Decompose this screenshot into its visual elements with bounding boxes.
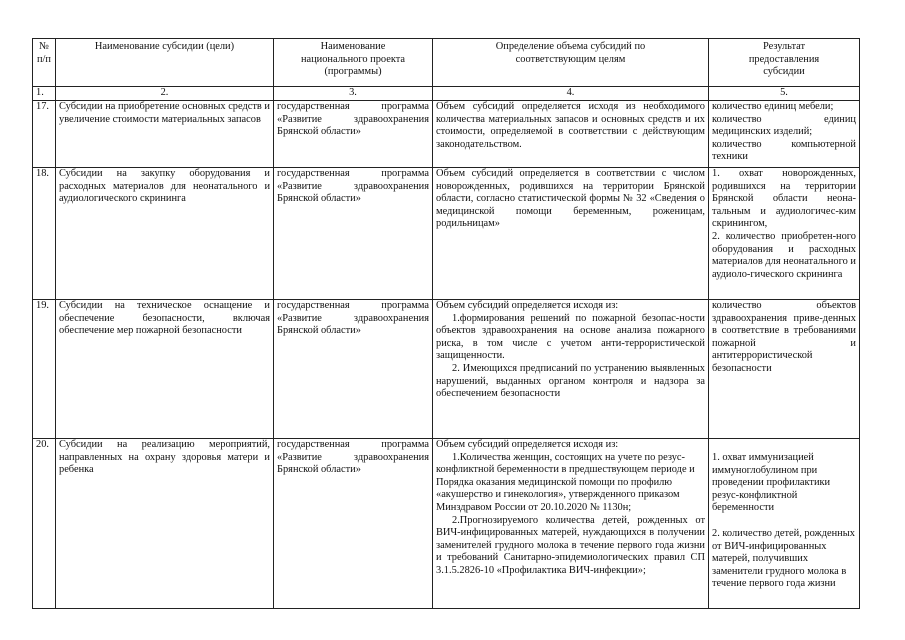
definition-paragraph: Объем субсидий определяется исходя из:: [436, 439, 619, 450]
result-item: 2. количество детей, рожденных от ВИЧ-инфицированных матерей, получивших заменители грудного молока в течение первого года жизни: [712, 527, 855, 590]
definition-cell: [433, 300, 709, 439]
result-item: количество объектов здравоохранения приве-денных в соответствие в требованиями пожарной и антитеррористической безопасности: [712, 300, 856, 374]
subsidy-name: Субсидии на реализацию мероприятий, направленных на охрану здоровья матери и ребенка: [56, 439, 274, 609]
header-result: Результат предоставления субсидии: [709, 39, 860, 87]
definition-cell: [433, 439, 709, 609]
subsidy-name: Субсидии на закупку оборудования и расходных материалов для неонатального и аудиологического скрининга: [56, 168, 274, 300]
header-definition: Определение объема субсидий по соответствующим целям: [433, 39, 709, 87]
result-cell: [709, 101, 860, 168]
result-item: 1. охват иммунизацией иммуноглобулином при проведении профилактики резус-конфликтной беременности: [712, 452, 831, 514]
column-number: 4.: [433, 87, 709, 101]
result-item: количество единиц медицинских изделий;: [712, 113, 856, 138]
result-cell: [709, 168, 860, 300]
column-number-row: [33, 87, 860, 101]
result-item: количество единиц мебели;: [712, 101, 834, 112]
result-item: 2. количество приобретен-ного оборудования и расходных материалов для неонатального и аудиоло-гического скрининга: [712, 230, 856, 280]
result-item: 1. охват новорожденных, родившихся на территории Брянской области неона-тальным и аудиологичес-ким скринингом,: [712, 168, 856, 230]
header-number: № п/п: [33, 39, 56, 87]
program-name: государственная программа «Развитие здравоохранения Брянской области»: [274, 101, 433, 168]
table-row: [33, 168, 860, 300]
definition-paragraph: 1.формирования решений по пожарной безопас-ности объектов здравоохранения на основе анализа пожарного риска, в том числе с учетом анти-террористической защищенности.: [436, 312, 705, 362]
result-item: количество компьютерной техники: [712, 138, 856, 163]
column-number: 5.: [709, 87, 860, 101]
definition-paragraph: 2. Имеющихся предписаний по устранению выявленных нарушений, выданных органом контроля и надзора за обеспечением безопасности: [436, 362, 705, 400]
table-row: [33, 300, 860, 439]
definition-cell: [433, 168, 709, 300]
row-number: 20.: [33, 439, 56, 609]
program-name: государственная программа «Развитие здравоохранения Брянской области»: [274, 439, 433, 609]
column-number: 2.: [56, 87, 274, 101]
definition-cell: [433, 101, 709, 168]
spacer: [712, 515, 856, 528]
definition-paragraph: Объем субсидий определяется исходя из необходимого количества материальных запасов и основных средств и их стоимости, определяемой в соответствии с действующим законодательством.: [436, 101, 705, 150]
column-number: 1.: [33, 87, 56, 101]
definition-paragraph: 1.Количества женщин, состоящих на учете по резус-конфликтной беременности в предшествующем периоде и Порядка оказания медицинской помощи по профилю «акушерство и гинекология», утвержденного приказом Минздравом России от 20.10.2020 № 1130н;: [436, 451, 695, 513]
result-cell: [709, 300, 860, 439]
table-row: [33, 439, 860, 609]
row-number: 18.: [33, 168, 56, 300]
header-subsidy-name: Наименование субсидии (цели): [56, 39, 274, 87]
program-name: государственная программа «Развитие здравоохранения Брянской области»: [274, 300, 433, 439]
result-cell: [709, 439, 860, 609]
table-header-row: [33, 39, 860, 87]
table-row: [33, 101, 860, 168]
program-name: государственная программа «Развитие здравоохранения Брянской области»: [274, 168, 433, 300]
subsidy-table: [32, 38, 860, 609]
definition-paragraph: Объем субсидий определяется исходя из:: [436, 300, 619, 311]
header-national-project: Наименование национального проекта (программы): [274, 39, 433, 87]
definition-paragraph: Объем субсидий определяется в соответствии с числом новорожденных, родившихся на территории Брянской области, согласно статистической формы № 32 «Сведения о медицинской помощи беременным, роженицам, родильницам»: [436, 168, 705, 230]
row-number: 19.: [33, 300, 56, 439]
subsidy-name: Субсидии на приобретение основных средств и увеличение стоимости материальных запасов: [56, 101, 274, 168]
spacer: [712, 439, 856, 452]
definition-paragraph: 2.Прогнозируемого количества детей, рожденных от ВИЧ-инфицированных матерей, нуждающихся в получении заменителей грудного молока в течение первого года жизни и требований Санитарно-эпидемиологических правил СП 3.1.5.2826-10 «Профилактика ВИЧ-инфекции»;: [436, 514, 705, 576]
row-number: 17.: [33, 101, 56, 168]
subsidy-name: Субсидии на техническое оснащение и обеспечение безопасности, включая обеспечение мер пожарной безопасности: [56, 300, 274, 439]
column-number: 3.: [274, 87, 433, 101]
